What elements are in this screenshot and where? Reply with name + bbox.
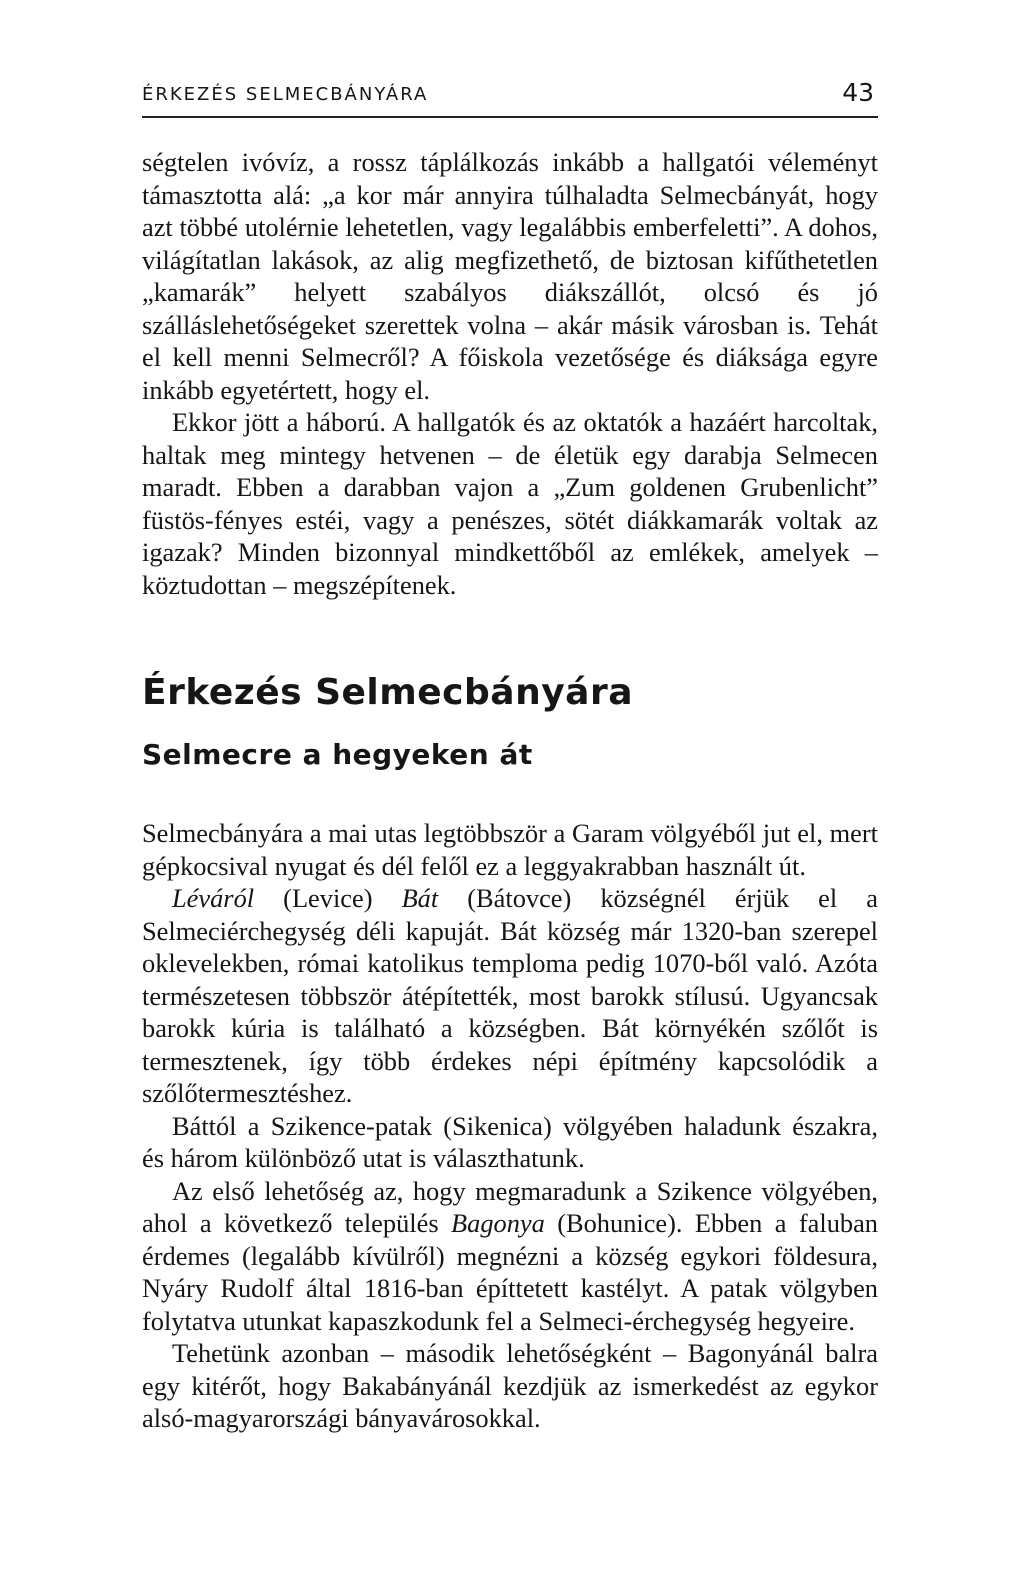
text-run: (Bátovce) községnél érjük el a Selmeciérchegység déli kapuját. Bát község már 1320-ban szerepel oklevelekben, római katolikus temploma pedig 1070-ből való. Azóta természetesen többször átépítették, most barokk stílusú. Ugyancsak barokk kúria is található a községben. Bát környékén szőlőt is termesztenek, így több érdekes népi építmény kapcsolódik a szőlőtermesztéshez.	[142, 883, 878, 1108]
section-title: Selmecre a hegyeken át	[142, 738, 533, 771]
paragraph: Selmecbányára a mai utas legtöbbször a Garam völgyéből jut el, mert gépkocsival nyugat és dél felől ez a leggyakrabban használt út.	[142, 818, 878, 881]
paragraph: ségtelen ivóvíz, a rossz táplálkozás inkább a hallgatói véleményt támasztotta alá: „a kor már annyira túlhaladta Selmecbányát, hogy azt többé utolérnie lehetetlen, vagy legalábbis emberfeletti”. A dohos, világítatlan lakások, az alig megfizethető, de biztosan kifűthetetlen „kamarák” helyett szabályos diákszállót, olcsó és jó szálláslehetőségeket szerettek volna – akár másik városban is. Tehát el kell menni Selmecről? A főiskola vezetősége és diáksága egyre inkább egyetértett, hogy el.	[142, 147, 878, 405]
chapter-title: Érkezés Selmecbányára	[142, 672, 634, 713]
book-page	[142, 70, 878, 1435]
text-run: (Levice)	[254, 883, 402, 913]
paragraph: Ekkor jött a háború. A hallgatók és az oktatók a hazáért harcoltak, haltak meg mintegy hetvenen – de életük egy darabja Selmecen maradt. Ebben a darabban vajon a „Zum goldenen Grubenlicht” füstös-fényes estéi, vagy a penészes, sötét diákkamarák voltak az igazak? Minden bizonnyal mindkettőből az emlékek, amelyek – köztudottan – megszépítenek.	[142, 407, 878, 600]
text-run: Az első lehetőség az, hogy megmaradunk a Szikence völgyében, ahol a következő település	[142, 1175, 878, 1238]
text-run: (Bohunice). Ebben a faluban érdemes (legalább kívülről) megnézni a község egykori földesura, Nyáry Rudolf által 1816-ban építtetett kastélyt. A patak völgyben folytatva utunkat kapaszkodunk fel a Selmeci-érchegység hegyeire.	[142, 1208, 878, 1336]
paragraph	[142, 882, 878, 1110]
page-number: 43	[842, 78, 874, 107]
running-title: ÉRKEZÉS SELMECBÁNYÁRA	[142, 84, 429, 105]
running-header	[142, 70, 878, 118]
intro-text	[142, 146, 878, 601]
place-name: Léváról	[172, 883, 255, 913]
place-name: Bagonya	[451, 1208, 545, 1238]
main-text	[142, 817, 878, 1435]
paragraph: Báttól a Szikence-patak (Sikenica) völgyében haladunk északra, és három különböző utat is választhatunk.	[142, 1110, 878, 1173]
paragraph	[142, 1175, 878, 1338]
place-name: Bát	[401, 883, 439, 913]
paragraph: Tehetünk azonban – második lehetőségként – Bagonyánál balra egy kitérőt, hogy Bakabányánál kezdjük az ismerkedést az egykor alsó-magyarországi bányavárosokkal.	[142, 1338, 878, 1433]
